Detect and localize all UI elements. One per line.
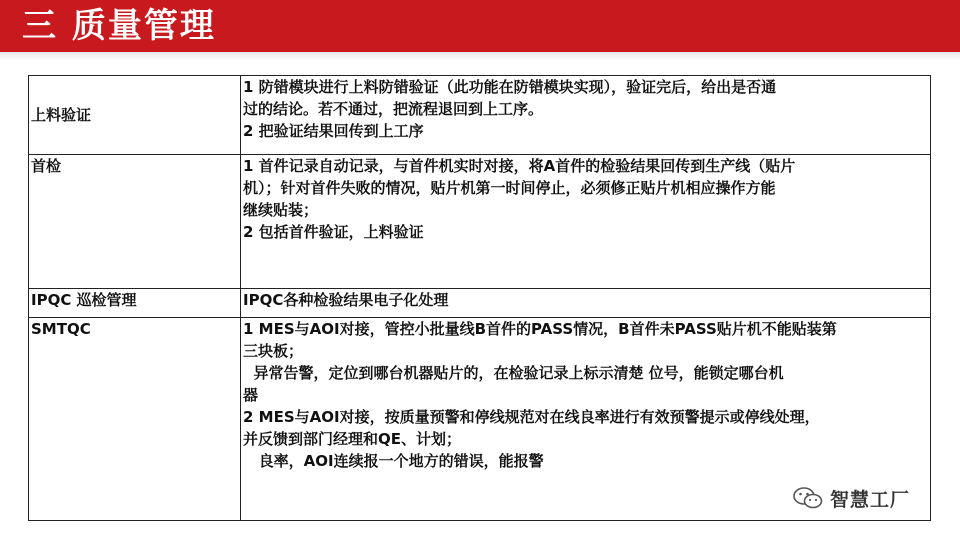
- row-content-cell: [241, 155, 931, 289]
- watermark: [792, 484, 910, 512]
- content-line: 2 把验证结果回传到上工序: [243, 122, 424, 140]
- row-label: SMTQC: [31, 320, 91, 338]
- content-line: 2 包括首件验证，上料验证: [243, 223, 424, 241]
- content-line: 并反馈到部门经理和QE、计划；: [243, 430, 461, 448]
- content-line: 器: [243, 386, 259, 404]
- content-line: 三块板；: [243, 342, 304, 360]
- content-line: 2 MES与AOI对接，按质量预警和停线规范对在线良率进行有效预警提示或停线处理，: [243, 408, 820, 426]
- row-content-cell: [241, 76, 931, 155]
- row-label-cell: [29, 76, 241, 155]
- row-label: 首检: [31, 157, 62, 175]
- content-line: 继续贴装；: [243, 201, 319, 219]
- content-line: 1 首件记录自动记录，与首件机实时对接，将A首件的检验结果回传到生产线（贴片: [243, 157, 796, 175]
- page-title: 三 质量管理: [22, 6, 216, 46]
- row-label: IPQC 巡检管理: [31, 291, 137, 309]
- table-row: [29, 155, 931, 289]
- content-line: 过的结论。若不通过，把流程退回到上工序。: [243, 100, 544, 118]
- row-label-cell: [29, 155, 241, 289]
- watermark-text: 智慧工厂: [830, 488, 911, 511]
- content-line: 机）；针对首件失败的情况，贴片机第一时间停止，必须修正贴片机相应操作方能: [243, 179, 776, 197]
- content-line: IPQC各种检验结果电子化处理: [243, 291, 449, 309]
- row-label-cell: [29, 289, 241, 318]
- content-line: 异常告警，定位到哪台机器贴片的，在检验记录上标示清楚 位号，能锁定哪台机: [243, 364, 784, 382]
- row-content-cell: [241, 289, 931, 318]
- header-bar: [0, 0, 960, 52]
- header-shadow: [0, 52, 960, 60]
- content-line: 1 防错模块进行上料防错验证（此功能在防错模块实现），验证完后，给出是否通: [243, 78, 777, 96]
- quality-management-table: [28, 75, 931, 521]
- table-row: [29, 76, 931, 155]
- content-line: 良率，AOI连续报一个地方的错误，能报警: [243, 452, 544, 470]
- table-row: [29, 289, 931, 318]
- row-label-cell: [29, 318, 241, 521]
- content-line: 1 MES与AOI对接，管控小批量线B首件的PASS情况，B首件未PASS贴片机不能贴装第: [243, 320, 837, 338]
- row-label: 上料验证: [31, 106, 92, 124]
- wechat-icon: [792, 486, 824, 510]
